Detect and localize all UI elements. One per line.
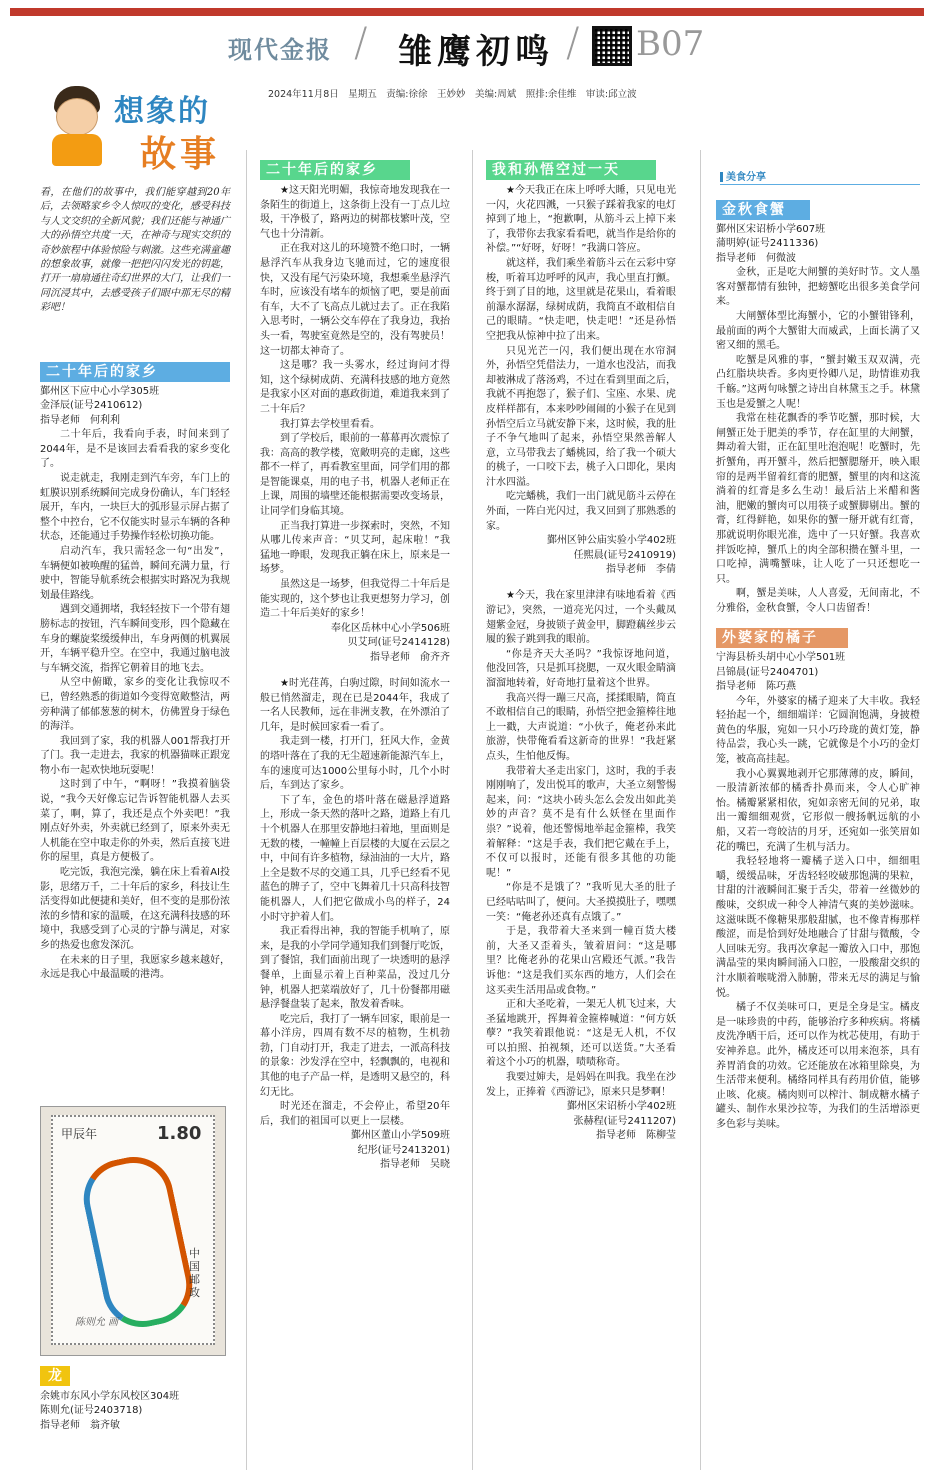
author: 蒲明婷(证号2411336) (716, 238, 819, 250)
artwork-title: 龙 (40, 1366, 70, 1386)
dragon-drawing (76, 1150, 199, 1335)
column-divider (700, 150, 701, 1470)
school: 鄞州区宋诏桥小学402班 (566, 1101, 676, 1113)
teacher: 指导老师 陈巧燕 (716, 681, 796, 693)
article-body (486, 589, 676, 1100)
paragraph: ★今天，我在家里津津有味地看着《西游记》，突然，一道亮光闪过，一个头戴凤翅紫金冠，身披锁子黄金甲，脚蹬藕丝步云履的猴子跳到我的眼前。 (486, 590, 676, 646)
paper-name: 现代金报 (228, 36, 332, 64)
column-1 (40, 362, 230, 983)
paragraph: “你是不是饿了？”我听见大圣的肚子已经咕咕叫了，便问。大圣摸摸肚子，嘿嘿一笑：“俺老孙还真有点饿了。” (486, 882, 676, 923)
teacher: 指导老师 陈柳莹 (596, 1130, 676, 1142)
article-body (260, 184, 450, 622)
paragraph: 吃蟹是风雅的事，“蟹封嫩玉双双满，壳凸红脂块块香。多肉更怜卿八足，助情谁劝我千觞。”这两句咏蟹之诗出自林黛玉之手。林黛玉也是爱蟹之人呢！ (716, 354, 920, 410)
teacher: 指导老师 翁齐敏 (40, 1419, 120, 1431)
section-title: 雏鹰初鸣 (398, 32, 554, 72)
article-body (486, 184, 676, 534)
divider (720, 184, 920, 185)
author: 纪彤(证号2413201) (357, 1144, 450, 1156)
author: 张赫程(证号2411207) (573, 1115, 676, 1127)
child-illustration-icon (42, 84, 112, 168)
school: 鄞州区钟公庙实验小学402班 (546, 535, 676, 547)
paragraph: “你是齐天大圣吗？”我惊讶地问道，他没回答，只是抓耳挠腮，一双火眼金睛滴溜溜地转着，好奇地打量着这个世界。 (486, 648, 676, 690)
paragraph: 遇到交通拥堵，我轻轻按下一个带有翅膀标志的按钮，汽车瞬间变形，四个隐藏在车身的螺旋桨缓缓伸出，车身两侧的机翼展开，车辆平稳升空。在空中，我通过脑电波与车辆交流，指挥它朝着目的地飞去。 (40, 604, 230, 674)
divider-slash: / (354, 20, 368, 66)
school: 鄞州区下应中心小学305班 (40, 386, 160, 397)
paragraph: 我回到了家，我的机器人001帮我打开了门。我一走进去，我家的机器猫咪正跟宠物小布一起欢快地玩耍呢！ (40, 735, 230, 776)
paragraph: 我带着大圣走出家门，这时，我的手表刚刚响了，发出悦耳的歌声，大圣立刻警惕起来，问：“这块小砖头怎么会发出如此美妙的声音？莫不是有什么妖怪在里面作祟？”说着，他还警惕地举起金箍棒，我笑着解释：“这是手表，我们把它戴在手上，不仅可以报时，还能有很多其他的功能呢！” (486, 765, 676, 879)
paragraph: 吃完饭，我泡完澡，躺在床上看着AI投影，思绪万千，二十年后的家乡，科技让生活变得如此便捷和美好，但不变的是那份浓浓的乡情和家的温暖，在这充满科技感的环境中，我感受到了心灵的宁静与满足，对家乡的热爱也愈发深沉。 (40, 867, 230, 951)
paragraph: 从空中俯瞰，家乡的变化让我惊叹不已，曾经熟悉的街道如今变得宽敞整洁，两旁种满了郁郁葱葱的树木，仿佛置身于绿色的海洋。 (40, 677, 230, 733)
page-number: B07 (636, 24, 705, 64)
paragraph: 吃完后，我打了一辆车回家，眼前是一幕小洋房，四周有数不尽的植物，生机勃勃，门自动打开，我走了进去，一派高科技的景象：沙发浮在空中，轻飘飘的，电视和其他的电子产品一样，是透明又悬空的，科幻无比。 (260, 1013, 450, 1098)
paragraph: ★这天阳光明媚，我惊奇地发现我在一条陌生的街道上，这条街上没有一丁点儿垃圾，干净极了，路两边的树都枝繁叶茂，空气也十分清新。 (260, 185, 450, 240)
school: 鄞州区宋诏桥小学607班 (716, 224, 826, 235)
artist-signature: 陈则允 画 (75, 1317, 119, 1328)
paragraph: 我要过婶夫，是妈妈在叫我。我坐在沙发上，正捧着《西游记》，原来只是梦啊！ (486, 1072, 676, 1098)
column-logo (34, 82, 230, 174)
column-2 (260, 160, 450, 1173)
article-body (716, 695, 920, 1133)
column-4 (716, 200, 920, 1133)
paragraph: 这时到了中午，“啊呀！”我摸着脑袋说，“我今天好像忘记告诉智能机器人去买菜了，啊，算了，我还是点个外卖吧！”我刚点好外卖，外卖就已经到了，原来外卖无人机能在空中取走你的外卖，然后直接飞进你的屋里，真是方便极了。 (40, 779, 230, 864)
author: 陈则允(证号2403718) (40, 1405, 143, 1417)
paragraph: 我轻轻地将一瓣橘子送入口中，细细咀嚼，缓缓品味，牙齿轻轻咬破那饱满的果粒，甘甜的汁液瞬间汇聚于舌尖，带着一丝微妙的酸味，交织成一种令人神清气爽的美妙滋味。这滋味既不像糖果那般甜腻，也不像青梅那样酸涩，而是恰到好处地融合了甘甜与微酸，令人回味无穷。我再次拿起一瓣放入口中，那饱满晶莹的果肉瞬间涌入口腔，一股酸甜交织的汁水顺着喉咙滑入肺腑，带来无尽的满足与愉悦。 (716, 856, 920, 999)
article-title: 二十年后的家乡 (260, 160, 410, 180)
author: 贝艾珂(证号2414128) (347, 637, 450, 649)
paragraph: 正在我对这儿的环境赞不绝口时，一辆悬浮汽车从我身边飞驰而过，它的速度很快，又没有尾气污染环境，我想乘坐悬浮汽车时，应该没有堵车的烦恼了吧，要是前面有车，大不了飞高点儿就过去了。正在我陷入思考时，一辆公交车停在了我身边，我抬头一看，驾驶室竟然是空的，没有驾驶员！这一切都太神奇了。 (260, 243, 450, 357)
paragraph: 到了学校后，眼前的一幕幕再次震惊了我：高高的教学楼，宽敞明亮的走廊，这些都不一样了，再看教室里面，同学们用的都是智能课桌，用的电子书，机器人老师正在上课，周围的墙壁还能根据需要改变场景，让同学们身临其境。 (260, 433, 450, 518)
paragraph: 吃完蟠桃，我们一出门就见筋斗云停在外面，一阵白光闪过，我又回到了那熟悉的家。 (486, 491, 676, 532)
school: 鄞州区董山小学509班 (350, 1130, 450, 1142)
food-section-header (720, 168, 766, 183)
paragraph: 我走到一楼，打开门，狂风大作，金黄的塔叶落在了我的无尘超速新能源汽车上，车的速度可达1000公里每小时，几个小时后，车到达了家乡。 (260, 736, 450, 792)
paragraph: 于是，我带着大圣来到一幢百货大楼前，大圣又歪着头，皱着眉问：“这是哪里？比俺老孙的花果山宫殿还气派。”我告诉他：“这是我们买东西的地方，人们会在这买卖生活用品或食物。” (486, 926, 676, 996)
paragraph: 啊，蟹是美味，人人喜爱，无间南北，不分雅俗，金秋食蟹，令人口齿留香！ (716, 588, 920, 614)
divider-slash: / (566, 20, 580, 66)
column-3 (486, 160, 676, 1143)
paragraph: 这是哪？我一头雾水，经过询问才得知，这个绿树成荫、充满科技感的地方竟然是我家小区对面的惠政街道，难道我来到了二十年后？ (260, 360, 450, 415)
article-body (40, 428, 230, 983)
paragraph: 我高兴得一蹦三尺高，揉揉眼睛，简直不敢相信自己的眼睛，孙悟空把金箍棒往地上一戳，大声说道：“小伙子，俺老孙来此旅游，快带俺看看这新奇的世界！”我赶紧点头，生怕他反悔。 (486, 692, 676, 762)
paragraph: 在未来的日子里，我愿家乡越来越好，永远是我心中最温暖的港湾。 (40, 954, 230, 981)
artwork-stamp (40, 1106, 226, 1356)
paragraph: 我打算去学校里看看。 (280, 418, 380, 430)
author: 吕锦晨(证号2404701) (716, 666, 819, 678)
article-title: 二十年后的家乡 (40, 362, 230, 382)
paragraph: 我小心翼翼地剥开它那薄薄的皮，瞬间，一股清新浓郁的橘香扑鼻而来，令人心旷神怡。橘瓣紧紧相依，宛如亲密无间的兄弟，取出一瓣细细观赏，它形似一艘扬帆远航的小船，又若一弯皎洁的月牙，还宛如一张笑眉如花的嘴巴，充满了生机与活力。 (716, 768, 920, 853)
teacher: 指导老师 何利利 (40, 414, 120, 426)
paragraph: 虽然这是一场梦，但我觉得二十年后是能实现的，这个梦也让我更想努力学习，创造二十年后美好的家乡！ (260, 579, 450, 620)
artwork-credit (40, 1390, 240, 1433)
paragraph: 正当我打算进一步探索时，突然，不知从哪儿传来声音：“贝艾珂，起床啦！”我猛地一睁眼，发现我正躺在床上，原来是一场梦。 (260, 520, 450, 576)
teacher: 指导老师 何微波 (716, 252, 796, 264)
article-body (716, 266, 920, 616)
article-title: 外婆家的橘子 (716, 628, 848, 648)
school: 奉化区岳林中心小学506班 (330, 622, 450, 634)
paragraph: 大闸蟹体型比海蟹小，它的小蟹钳锋利，最前面的两个大蟹钳大而威武，上面长满了又密又细的黑毛。 (716, 311, 920, 352)
article-title: 金秋食蟹 (716, 200, 810, 220)
paragraph: 启动汽车，我只需轻念一句“出发”，车辆便如被唤醒的猛兽，瞬间充满力量，行驶中，智能导航系统会根据实时路况为我规划最佳路线。 (40, 545, 230, 601)
paragraph: ★今天我正在床上呼呼大睡，只见电光一闪，火花四溅，一只猴子踩着我家的电灯掉到了地上，“抱歉啊，从筋斗云上掉下来了，我带你去我家看看吧，就当作是给你的补偿。”“好呀，好呀！”我满口答应。 (486, 185, 676, 255)
dateline: 2024年11月8日 星期五 责编:徐徐 王妙妙 美编:周斌 照排:余佳维 审读:邱立波 (268, 89, 637, 100)
author: 任熙晨(证号2410919) (573, 549, 676, 561)
paragraph: 我正看得出神，我的智能手机响了，原来，是我的小学同学通知我们到餐厅吃饭，到了餐馆，我们面前出现了一块透明的悬浮餐单，上面显示着上百种菜品，没过几分钟，机器人把菜端放好了，几十份餐都用磁悬浮餐盘装了起来，散发着香味。 (260, 926, 450, 1011)
teacher: 指导老师 李倩 (606, 564, 676, 576)
paragraph: 今年，外婆家的橘子迎来了大丰收。我轻轻抬起一个，细细端详：它圆润饱满，身披橙黄色的华服，宛如一只小巧玲珑的黄灯笼，静待品尝，我心头一跳，它就像是个小巧的金灯笼，被高高挂起。 (716, 695, 920, 766)
food-section-label: 美食分享 (726, 172, 766, 183)
school: 余姚市东风小学东风校区304班 (40, 1391, 180, 1402)
stamp-value: 1.80 (157, 1123, 202, 1144)
school: 宁海县桥头胡中心小学501班 (716, 652, 846, 664)
stamp-frame (51, 1115, 215, 1345)
paragraph: 正和大圣吃着，一架无人机飞过来，大圣猛地跳开，挥舞着金箍棒喊道：“何方妖孽？”我笑着跟他说：“这是无人机，不仅可以拍照、拍视频，还可以送货。”大圣看着这个小巧的机器，啧啧称奇。 (486, 999, 676, 1069)
article-title: 我和孙悟空过一天 (486, 160, 656, 180)
article-body (260, 677, 450, 1129)
paragraph: 橘子不仅美味可口，更是全身是宝。橘皮是一味珍贵的中药，能够治疗多种疾病。将橘皮洗净晒干后，还可以作为枕芯使用，有助于安神养息。此外，橘皮还可以用来泡茶，具有养胃消食的功效。它还能放在冰箱里除臭，为生活带来便利。橘络同样具有药用价值，能够止咳、化痰。橘肉则可以榨汁、制成糖水橘子罐头、制作水果沙拉等，为我们的生活增添更多色彩与美味。 (716, 1002, 920, 1130)
logo-line1: 想象的 (114, 94, 210, 129)
paragraph: 只见光芒一闪，我们便出现在水帘洞外，孙悟空凭借法力，一道水也没沾，而我却被淋成了落汤鸡，不过在看到里面之后，我就不再抱怨了，猴子们、宝座、水果、虎皮样样都有，本来吵吵闹闹的小猴子在见到孙悟空后立马就安静下来，这时候，我的肚子不争气地叫了起来，孙悟空果然善解人意，立马带我去了蟠桃园，给了我一个硕大的桃子，一口咬下去，桃子入口即化，果肉汁水四溢。 (486, 345, 676, 488)
paragraph: ★时光荏苒，白驹过隙，时间如流水一般已悄然溜走，现在已是2044年，我成了一名人民教师，远在非洲支教，在外漂泊了几年，是时候回家看一看了。 (260, 678, 450, 733)
column-divider (246, 150, 247, 1470)
paragraph: 下了车，金色的塔叶落在磁悬浮道路上，形成一条天然的落叶之路，道路上有几十个机器人在那里安静地扫着地，里面则是无数的楼，一幢幢上百层楼的大厦在云层之中，中间有许多植物，绿油油的一大片，路上全是数不尽的交通工具，几乎已经看不见蓝色的牌子了，空中飞舞着几十只高科技智能机器人，人们把它做成小鸟的样子，24小时守护着人们。 (260, 794, 450, 923)
teacher: 指导老师 吴晓 (380, 1159, 450, 1171)
stamp-year: 甲辰年 (61, 1127, 98, 1141)
column-divider (472, 150, 473, 1470)
paragraph: 就这样，我们乘坐着筋斗云在云彩中穿梭，听着耳边呼呼的风声，我心里直打颤。终于到了目的地，这里就是花果山，看着眼前瀑水潺潺，绿树成荫，我简直不敢相信自己的眼睛。“快走吧，快走吧！”还是孙悟空把我从惊神中拉了出来。 (486, 257, 676, 342)
teacher: 指导老师 俞齐齐 (370, 651, 450, 663)
intro-text: 看，在他们的故事中，我们能穿越到20年后，去领略家乡令人惊叹的变化，感受科技与人文交织的全新风貌；我们还能与神通广大的孙悟空共度一天，在神奇与现实交织的奇妙旅程中体验惊险与刺激。这些充满童趣的想象故事，就像一把把闪闪发光的钥匙，打开一扇扇通往奇幻世界的大门，让我们一同沉浸其中，去感受孩子们眼中那无尽的精彩吧！ (40, 187, 230, 314)
paragraph: 说走就走，我刚走到汽车旁，车门上的虹膜识别系统瞬间完成身份确认，车门轻轻展开，车内，一块巨大的弧形显示屏占据了整个中控台，它不仅能实时显示车辆的各种状态，还能通过手势操作轻松切换功能。 (40, 473, 230, 543)
paragraph: 金秋，正是吃大闸蟹的美好时节。文人墨客对蟹都情有独钟，把螃蟹吃出很多美食学问来。 (716, 267, 920, 308)
author: 金泽辰(证号2410612) (40, 400, 143, 412)
paragraph: 我常在桂花飘香的季节吃蟹，那时候，大闸蟹正处于肥美的季节，存在缸里的大闸蟹，舞动着大钳，正在缸里吐泡泡呢！吃蟹时，先折蟹角，再开蟹斗，然后把蟹腮掰开，映入眼帘的是两半留着红膏的肥蟹，蟹里的肉和这流淌着的红膏是多么生动！最后沾上米醋和酱油，肥嫩的蟹肉可以用筷子或蟹脚剔出。蟹的膏，红得鲜艳，如果你的蟹一掰开就有红膏，那就说明你眼光准，选中了一只好蟹。我喜欢拌饭吃掉，蟹爪上的肉全部积攒在蟹斗里，一口吃掉，满嘴蟹味，让人吃了一只还想吃一只。 (716, 413, 920, 585)
paragraph: 时光还在溜走，不会停止，希望20年后，我们的祖国可以更上一层楼。 (260, 1101, 450, 1127)
qr-code-icon[interactable] (592, 26, 632, 66)
logo-line2: 故事 (140, 133, 221, 175)
paragraph: 二十年后，我看向手表，时间来到了2044年，是不是该回去看看我的家乡变化了。 (40, 429, 230, 470)
stamp-country: 中国邮政 (189, 1247, 200, 1299)
top-red-bar (10, 8, 924, 16)
